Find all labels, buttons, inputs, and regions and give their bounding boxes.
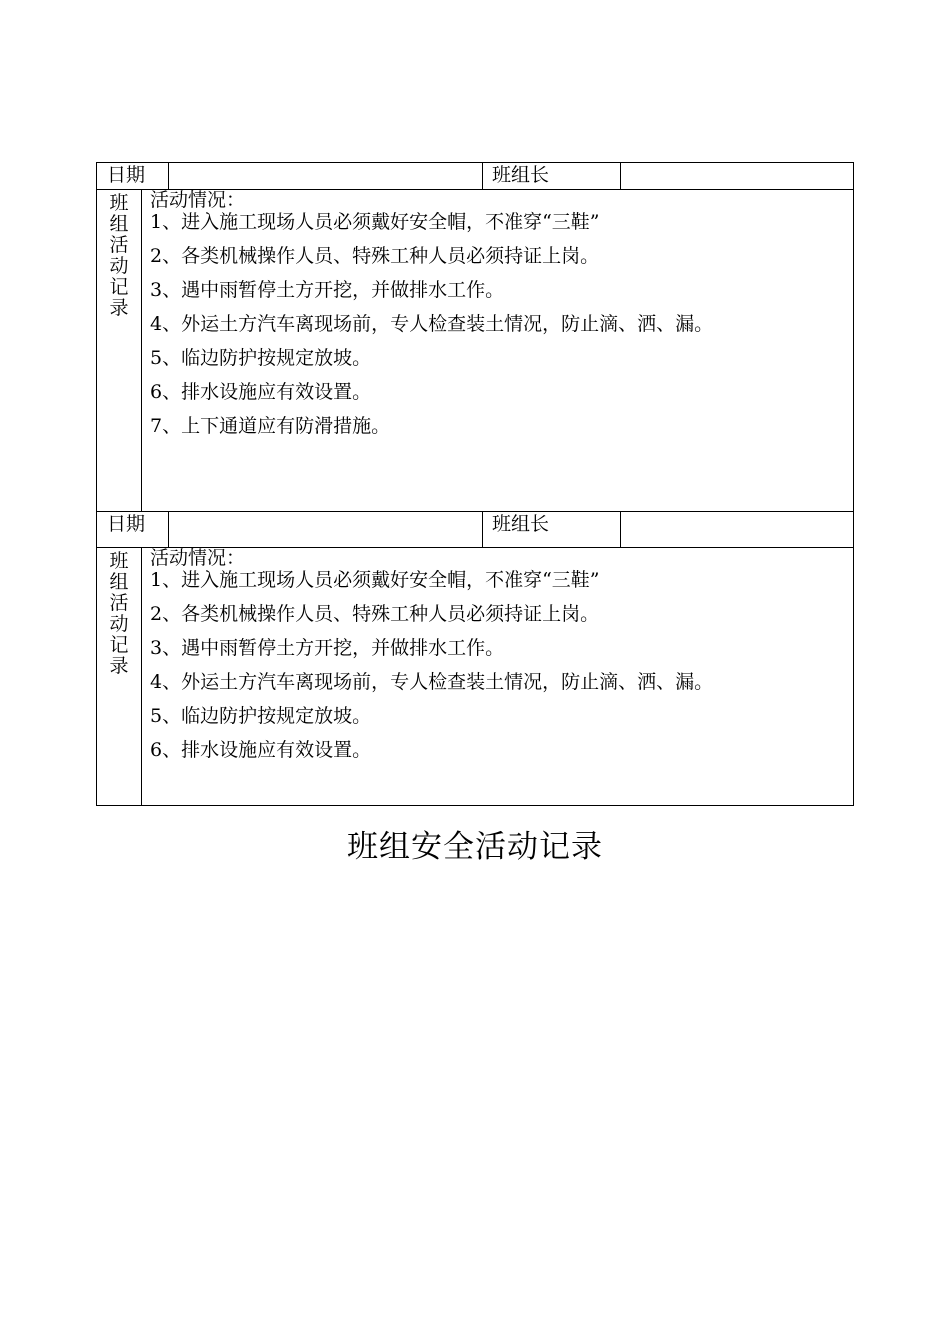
- team-leader-label: 班组长: [483, 163, 621, 189]
- date-label: 日期: [97, 512, 169, 547]
- side-label-char: 记: [109, 634, 129, 656]
- side-label-char: 班: [109, 192, 129, 214]
- team-leader-label: 班组长: [483, 512, 621, 547]
- date-value-field[interactable]: [169, 512, 483, 547]
- activity-item: 1、进入施工现场人员必须戴好安全帽，不准穿“三鞋”: [150, 211, 600, 233]
- side-label-char: 活: [109, 234, 129, 256]
- activity-item: 1、进入施工现场人员必须戴好安全帽，不准穿“三鞋”: [150, 569, 600, 591]
- record-header-row: [97, 512, 853, 548]
- record-body: [97, 190, 853, 512]
- activity-heading: 活动情况：: [150, 189, 246, 211]
- activity-item: 2、各类机械操作人员、特殊工种人员必须持证上岗。: [150, 603, 600, 625]
- activity-heading: 活动情况：: [150, 547, 246, 569]
- record-header-row: [97, 163, 853, 190]
- team-leader-value-field[interactable]: [621, 163, 853, 189]
- activity-content: [150, 549, 849, 767]
- side-label-char: 记: [109, 276, 129, 298]
- activity-item: 6、排水设施应有效设置。: [150, 381, 372, 403]
- side-label-char: 组: [109, 213, 129, 235]
- activity-item: 5、临边防护按规定放坡。: [150, 347, 372, 369]
- activity-item: 2、各类机械操作人员、特殊工种人员必须持证上岗。: [150, 245, 600, 267]
- page-title: 班组安全活动记录: [347, 829, 603, 865]
- activity-item: 4、外运土方汽车离现场前，专人检查装土情况，防止滴、洒、漏。: [150, 313, 714, 335]
- activity-record-2: [96, 511, 854, 806]
- activity-item: 3、遇中雨暂停土方开挖，并做排水工作。: [150, 279, 505, 301]
- side-label-char: 活: [109, 592, 129, 614]
- activity-item: 3、遇中雨暂停土方开挖，并做排水工作。: [150, 637, 505, 659]
- activity-record-1: [96, 162, 854, 512]
- team-activity-record-side-label: [97, 548, 142, 806]
- side-label-char: 录: [109, 297, 129, 319]
- activity-item: 4、外运土方汽车离现场前，专人检查装土情况，防止滴、洒、漏。: [150, 671, 714, 693]
- side-label-char: 录: [109, 655, 129, 677]
- side-label-char: 动: [109, 613, 129, 635]
- side-label-char: 动: [109, 255, 129, 277]
- side-label-char: 组: [109, 571, 129, 593]
- activity-item: 7、上下通道应有防滑措施。: [150, 415, 391, 437]
- activity-item: 5、临边防护按规定放坡。: [150, 705, 372, 727]
- activity-content: [150, 191, 849, 443]
- date-value-field[interactable]: [169, 163, 483, 189]
- team-leader-value-field[interactable]: [621, 512, 853, 547]
- side-label-char: 班: [109, 550, 129, 572]
- team-activity-record-side-label: [97, 190, 142, 512]
- record-body: [97, 548, 853, 806]
- date-label: 日期: [97, 163, 169, 189]
- activity-item: 6、排水设施应有效设置。: [150, 739, 372, 761]
